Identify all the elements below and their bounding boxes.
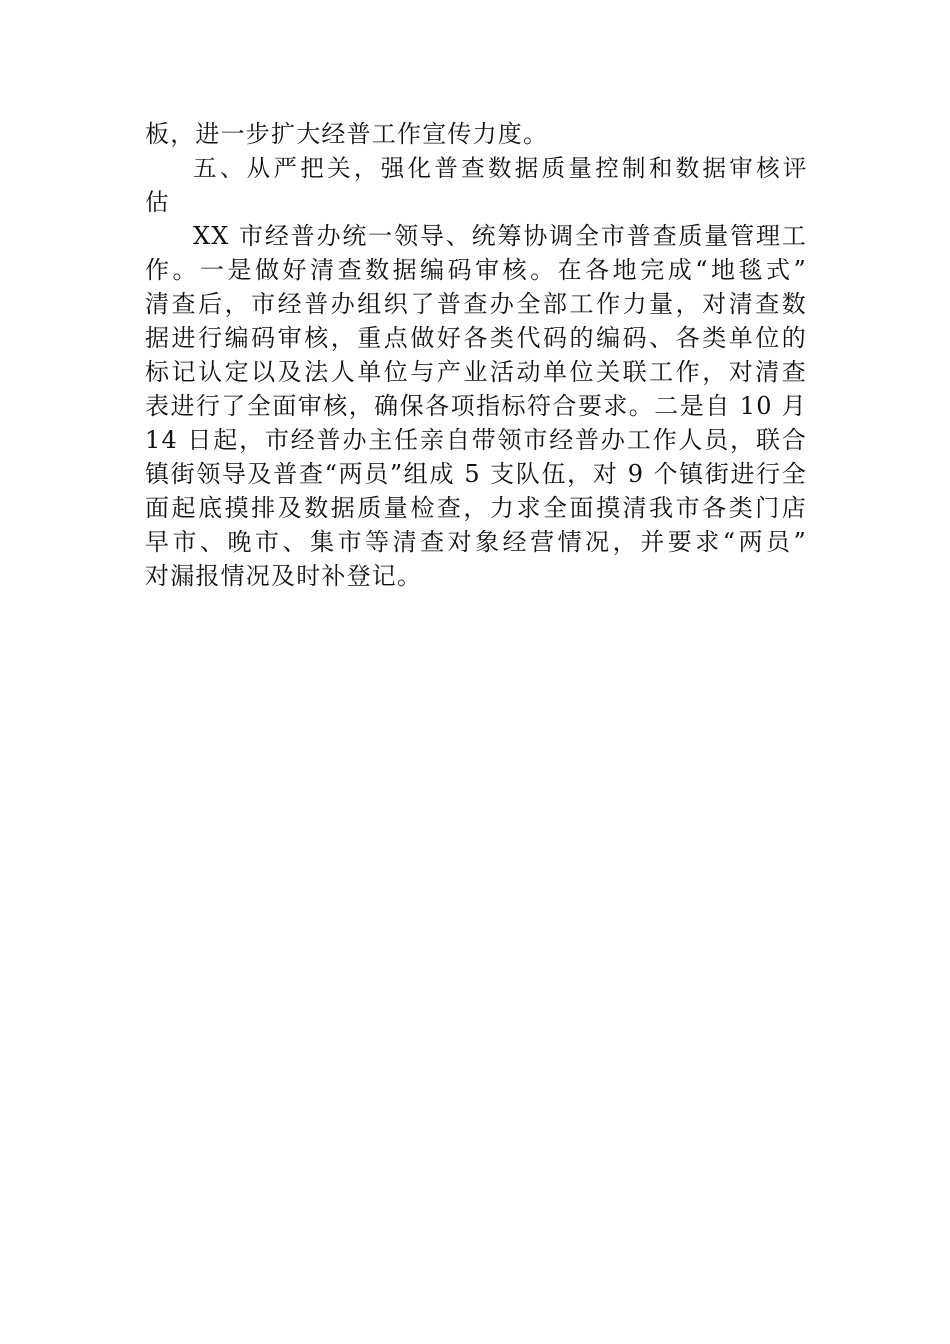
paragraph-line-8: 镇街领导及普查“两员”组成 5 支队伍，对 9 个镇街进行全 — [145, 460, 807, 488]
body-paragraph — [145, 219, 807, 593]
paragraph-line-2: 作。一是做好清查数据编码审核。在各地完成“地毯式” — [145, 256, 807, 284]
section-heading-line-1: 五、从严把关，强化普查数据质量控制和数据审核评 — [193, 154, 807, 182]
paragraph-line-4: 据进行编码审核，重点做好各类代码的编码、各类单位的 — [145, 324, 807, 352]
section-heading — [145, 151, 807, 219]
document-body — [145, 117, 807, 593]
paragraph-line-10: 早市、晚市、集市等清查对象经营情况，并要求“两员” — [145, 528, 807, 556]
paragraph-line-5: 标记认定以及法人单位与产业活动单位关联工作，对清查 — [145, 358, 807, 386]
paragraph-line-9: 面起底摸排及数据质量检查，力求全面摸清我市各类门店 — [145, 494, 807, 522]
paragraph-line-6: 表进行了全面审核，确保各项指标符合要求。二是自 10 月 — [145, 392, 807, 420]
section-heading-line-2: 估 — [145, 188, 170, 216]
paragraph-line-3: 清查后，市经普办组织了普查办全部工作力量，对清查数 — [145, 290, 807, 318]
intro-text-line: 板，进一步扩大经普工作宣传力度。 — [145, 120, 549, 148]
paragraph-line-11: 对漏报情况及时补登记。 — [145, 562, 423, 590]
paragraph-line-1: XX 市经普办统一领导、统筹协调全市普查质量管理工 — [193, 222, 807, 250]
paragraph-line-7: 14 日起，市经普办主任亲自带领市经普办工作人员，联合 — [145, 426, 807, 454]
